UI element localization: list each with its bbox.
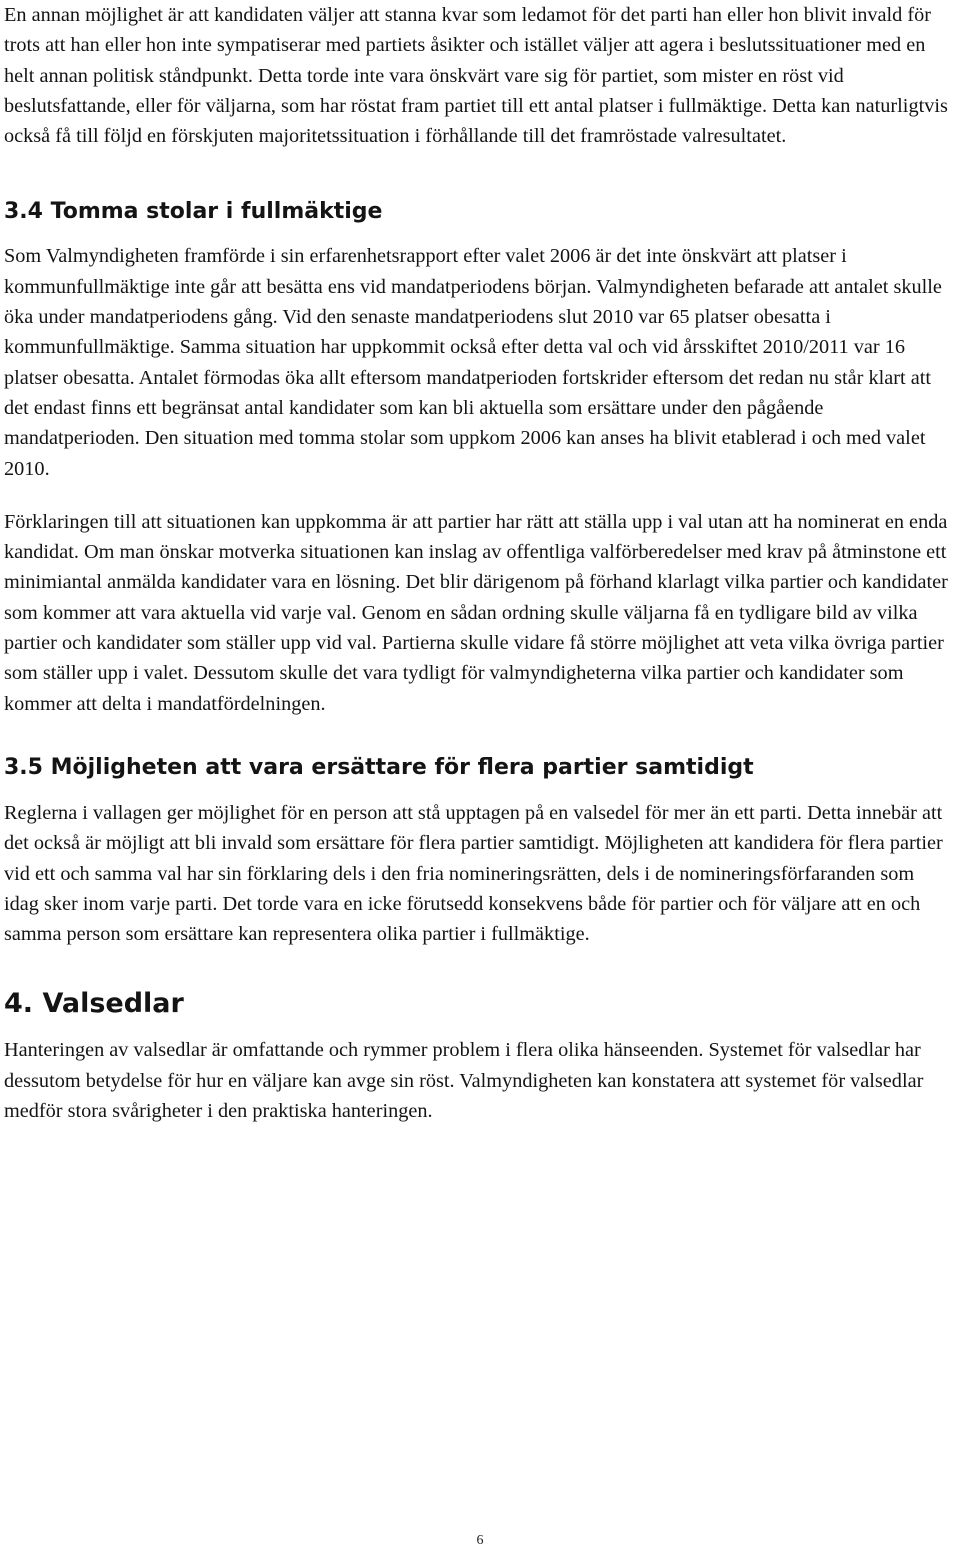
heading-3-5: 3.5 Möjligheten att vara ersättare för flera partier samtidigt — [4, 754, 754, 780]
heading-4: 4. Valsedlar — [4, 988, 184, 1020]
paragraph-explanation: Förklaringen till att situationen kan uppkomma är att partier har rätt att ställa upp i val utan att ha nominerat en enda kandidat. Om man önskar motverka situationen kan inslag av offentliga valförberedelser med krav på åtminstone ett minimiantal anmälda kandidater vara en lösning. Det blir därigenom på förhand klarlagt vilka partier och kandidater som kommer att vara aktuella vid varje val. Genom en sådan ordning skulle väljarna få en tydligare bild av vilka partier och kandidater som ställer upp vid val. Partierna skulle vidare få större möjlighet att veta vilka övriga partier som ställer upp i valet. Dessutom skulle det vara tydligt för valmyndigheterna vilka partier och kandidater som kommer att delta i mandatfördelningen. — [4, 510, 948, 715]
paragraph-ballots: Hanteringen av valsedlar är omfattande och rymmer problem i flera olika hänseenden. Systemet för valsedlar har dessutom betydelse för hur en väljare kan avge sin röst. Valmyndigheten kan konstatera att systemet för valsedlar medför stora svårigheter i den praktiska hanteringen. — [4, 1039, 924, 1123]
paragraph-party-loyalty: En annan möjlighet är att kandidaten väljer att stanna kvar som ledamot för det parti han eller hon blivit invald för trots att han eller hon inte sympatiserar med partiets åsikter och istället väljer att agera i beslutssituationer med en helt annan politisk ståndpunkt. Detta torde inte vara önskvärt vare sig för partiet, som mister en röst vid beslutsfattande, eller för väljarna, som har röstat fram partiet till ett antal platser i fullmäktige. Detta kan naturligtvis också få till följd en förskjuten majoritetssituation i förhållande till det framröstade valresultatet. — [4, 4, 948, 148]
page-number: 6 — [476, 1533, 484, 1548]
heading-3-4: 3.4 Tomma stolar i fullmäktige — [4, 199, 383, 225]
paragraph-empty-seats: Som Valmyndigheten framförde i sin erfarenhetsrapport efter valet 2006 är det inte önskvärt att platser i kommunfullmäktige inte går att besätta ens vid mandatperiodens början. Valmyndigheten befarade att antalet skulle öka under mandatperiodens gång. Vid den senaste mandatperiodens slut 2010 var 65 platser obesatta i kommunfullmäktige. Samma situation har uppkommit också efter detta val och vid årsskiftet 2010/2011 var 16 platser obesatta. Antalet förmodas öka allt eftersom mandatperioden fortskrider eftersom det redan nu står klart att det endast finns ett begränsat antal kandidater som kan bli aktuella som ersättare under den pågående mandatperioden. Den situation med tomma stolar som uppkom 2006 kan anses ha blivit etablerad i och med valet 2010. — [4, 245, 942, 480]
paragraph-multiple-parties: Reglerna i vallagen ger möjlighet för en person att stå upptagen på en valsedel för mer än ett parti. Detta innebär att det också är möjligt att bli invald som ersättare för flera partier samtidigt. Möjligheten att kandidera för flera partier vid ett och samma val har sin förklaring dels i den fria nomineringsrätten, dels i de nomineringsförfaranden som idag sker inom varje parti. Det torde vara en icke förutsedd konsekvens både för partier och för väljare att en och samma person som ersättare kan representera olika partier i fullmäktige. — [4, 801, 943, 946]
